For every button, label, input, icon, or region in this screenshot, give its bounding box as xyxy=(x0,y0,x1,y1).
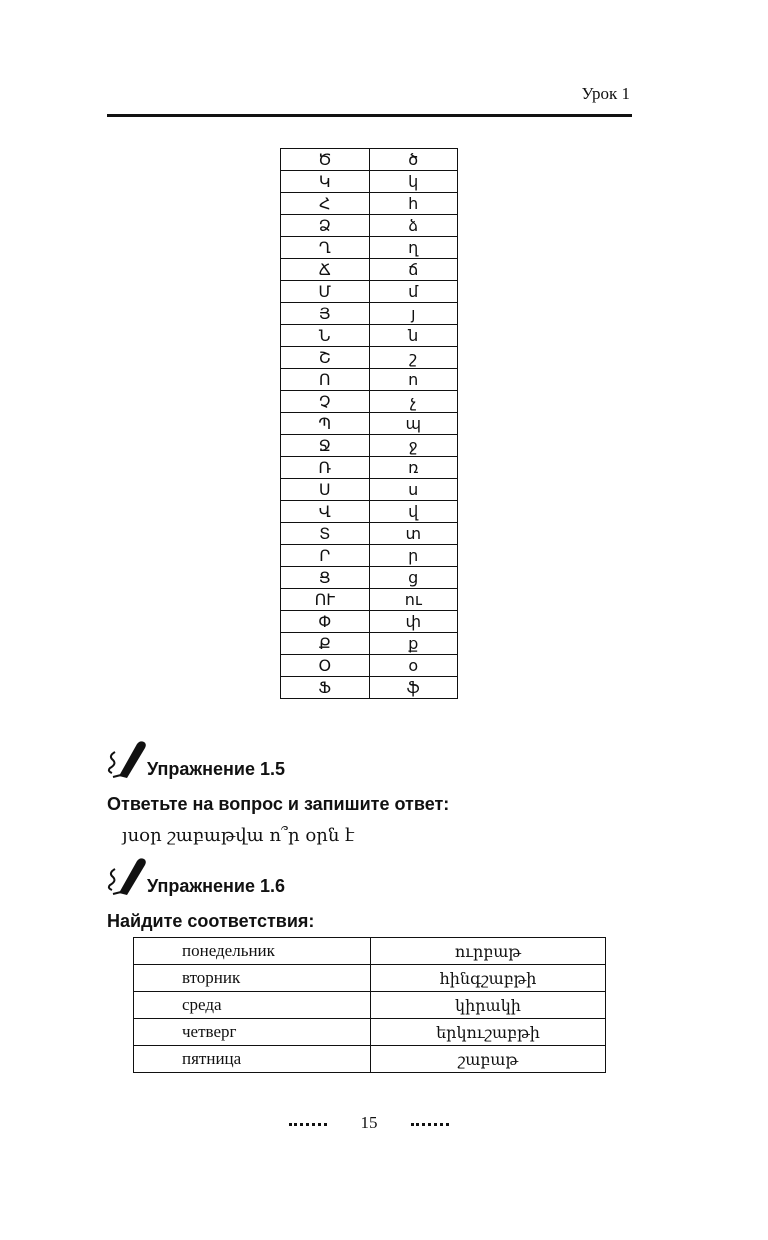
exercise-1-6-heading xyxy=(107,857,527,897)
page-number: 15 xyxy=(360,1113,378,1132)
alphabet-row xyxy=(281,479,458,501)
alphabet-row xyxy=(281,545,458,567)
alphabet-row xyxy=(281,435,458,457)
uppercase-letter: Վ xyxy=(281,501,370,523)
lowercase-letter: շ xyxy=(369,347,458,369)
uppercase-letter: Ց xyxy=(281,567,370,589)
russian-day: вторник xyxy=(134,965,371,992)
lowercase-letter: ֆ xyxy=(369,677,458,699)
armenian-day: շաբաթ xyxy=(371,1046,606,1073)
lowercase-letter: ր xyxy=(369,545,458,567)
alphabet-row xyxy=(281,413,458,435)
matching-row xyxy=(134,1046,606,1073)
alphabet-row xyxy=(281,523,458,545)
armenian-day: կիրակի xyxy=(371,992,606,1019)
lowercase-letter: ձ xyxy=(369,215,458,237)
exercise-1-5-instruction: Ответьте на вопрос и запишите ответ: xyxy=(107,794,450,814)
lowercase-letter: օ xyxy=(369,655,458,677)
alphabet-row xyxy=(281,567,458,589)
uppercase-letter: Հ xyxy=(281,193,370,215)
uppercase-letter: Կ xyxy=(281,171,370,193)
lowercase-letter: ու xyxy=(369,589,458,611)
alphabet-row xyxy=(281,325,458,347)
alphabet-row xyxy=(281,391,458,413)
uppercase-letter: Յ xyxy=(281,303,370,325)
alphabet-row xyxy=(281,171,458,193)
lowercase-letter: տ xyxy=(369,523,458,545)
armenian-day: ուրբաթ xyxy=(371,938,606,965)
uppercase-letter: Ջ xyxy=(281,435,370,457)
lesson-title: Урок 1 xyxy=(581,84,630,103)
alphabet-row xyxy=(281,633,458,655)
matching-row xyxy=(134,965,606,992)
uppercase-letter: Փ xyxy=(281,611,370,633)
uppercase-letter: Տ xyxy=(281,523,370,545)
lowercase-letter: ս xyxy=(369,479,458,501)
lowercase-letter: մ xyxy=(369,281,458,303)
russian-day: понедельник xyxy=(134,938,371,965)
exercise-1-6-instruction: Найдите соответствия: xyxy=(107,911,315,931)
alphabet-row xyxy=(281,369,458,391)
lowercase-letter: փ xyxy=(369,611,458,633)
armenian-day: հինգշաբթի xyxy=(371,965,606,992)
uppercase-letter: Չ xyxy=(281,391,370,413)
uppercase-letter: Ո xyxy=(281,369,370,391)
lowercase-letter: հ xyxy=(369,193,458,215)
alphabet-row xyxy=(281,501,458,523)
uppercase-letter: Շ xyxy=(281,347,370,369)
matching-row xyxy=(134,992,606,1019)
footer-dots-right xyxy=(411,1123,449,1126)
uppercase-letter: Մ xyxy=(281,281,370,303)
uppercase-letter: Ֆ xyxy=(281,677,370,699)
exercise-1-5-question: յսօր շաբաթվա ո՞ր օրն է xyxy=(122,825,355,846)
lowercase-letter: ծ xyxy=(369,149,458,171)
lowercase-letter: ն xyxy=(369,325,458,347)
lowercase-letter: վ xyxy=(369,501,458,523)
alphabet-row xyxy=(281,347,458,369)
lowercase-letter: ո xyxy=(369,369,458,391)
lowercase-letter: ք xyxy=(369,633,458,655)
exercise-title: Упражнение 1.5 xyxy=(147,759,286,779)
uppercase-letter: Ղ xyxy=(281,237,370,259)
alphabet-row xyxy=(281,149,458,171)
alphabet-row xyxy=(281,589,458,611)
lowercase-letter: չ xyxy=(369,391,458,413)
uppercase-letter: Ռ xyxy=(281,457,370,479)
uppercase-letter: Ձ xyxy=(281,215,370,237)
russian-day: среда xyxy=(134,992,371,1019)
uppercase-letter: Ք xyxy=(281,633,370,655)
lowercase-letter: յ xyxy=(369,303,458,325)
alphabet-row xyxy=(281,655,458,677)
footer-dots-left xyxy=(289,1123,327,1126)
russian-day: пятница xyxy=(134,1046,371,1073)
lowercase-letter: ղ xyxy=(369,237,458,259)
exercise-1-5-heading xyxy=(107,740,527,780)
alphabet-row xyxy=(281,457,458,479)
uppercase-letter: Ծ xyxy=(281,149,370,171)
uppercase-letter: Ն xyxy=(281,325,370,347)
alphabet-row xyxy=(281,281,458,303)
alphabet-row xyxy=(281,215,458,237)
lowercase-letter: ց xyxy=(369,567,458,589)
lowercase-letter: ճ xyxy=(369,259,458,281)
page-header xyxy=(107,84,632,117)
matching-table xyxy=(133,937,606,1073)
russian-day: четверг xyxy=(134,1019,371,1046)
alphabet-row xyxy=(281,237,458,259)
uppercase-letter: Ճ xyxy=(281,259,370,281)
alphabet-row xyxy=(281,677,458,699)
uppercase-letter: ՈՒ xyxy=(281,589,370,611)
matching-row xyxy=(134,1019,606,1046)
lowercase-letter: ռ xyxy=(369,457,458,479)
armenian-day: երկուշաբթի xyxy=(371,1019,606,1046)
pen-writing-icon xyxy=(107,740,149,780)
alphabet-row xyxy=(281,611,458,633)
alphabet-table xyxy=(280,148,458,699)
page-footer xyxy=(0,1113,768,1135)
uppercase-letter: Օ xyxy=(281,655,370,677)
uppercase-letter: Պ xyxy=(281,413,370,435)
lowercase-letter: կ xyxy=(369,171,458,193)
matching-row xyxy=(134,938,606,965)
alphabet-row xyxy=(281,193,458,215)
exercise-title: Упражнение 1.6 xyxy=(147,876,286,896)
uppercase-letter: Ս xyxy=(281,479,370,501)
pen-writing-icon xyxy=(107,857,149,897)
alphabet-row xyxy=(281,303,458,325)
lowercase-letter: ջ xyxy=(369,435,458,457)
uppercase-letter: Ր xyxy=(281,545,370,567)
alphabet-row xyxy=(281,259,458,281)
lowercase-letter: պ xyxy=(369,413,458,435)
